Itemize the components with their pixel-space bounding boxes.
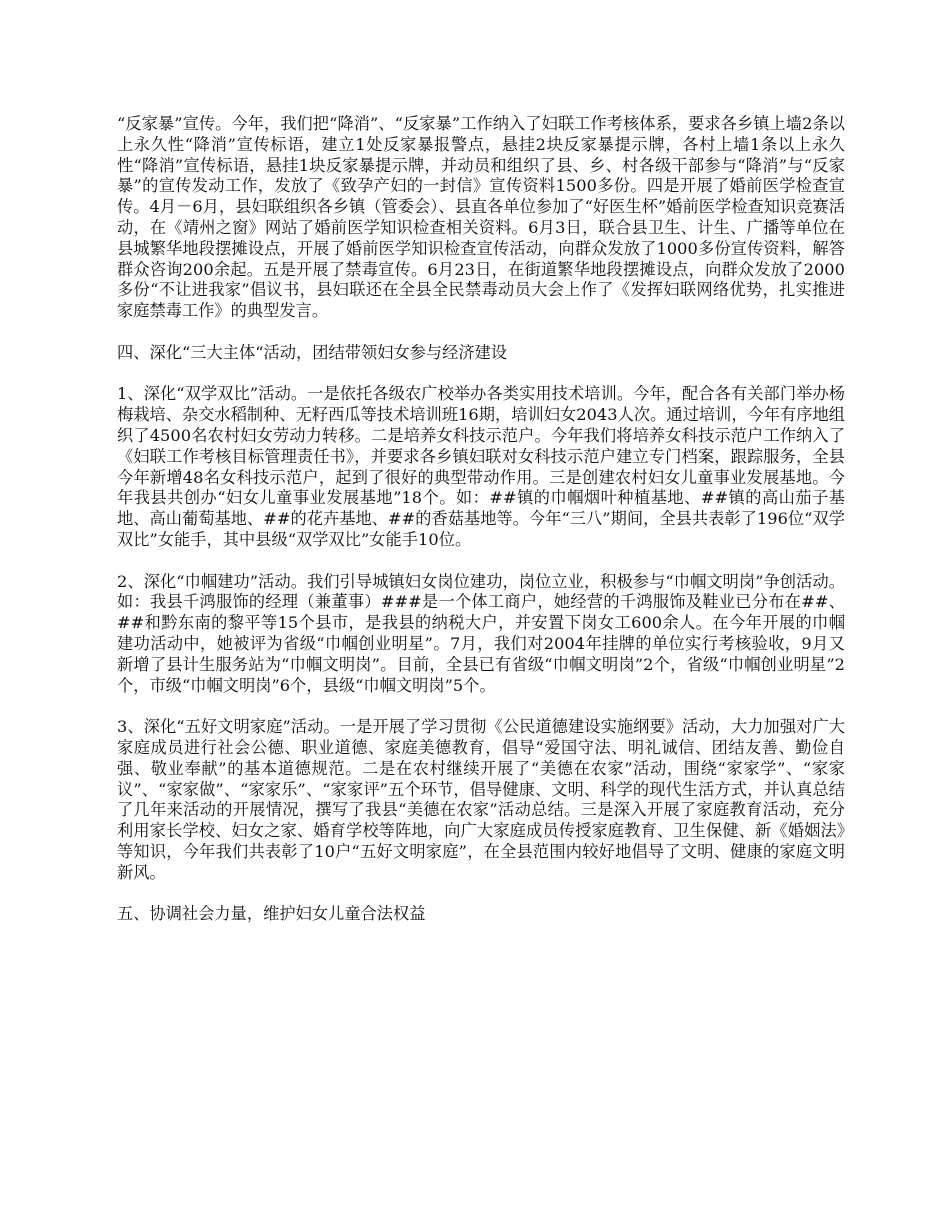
section-heading-four: 四、深化“三大主体“活动，团结带领妇女参与经济建设 [117, 342, 508, 362]
section-heading-five: 五、协调社会力量，维护妇女儿童合法权益 [117, 904, 426, 924]
document-body [117, 114, 845, 946]
paragraph-women-achievement: 2、深化“巾帼建功”活动。我们引导城镇妇女岗位建功，岗位立业，积极参与“巾帼文明岗”争创活动。如：我县千鸿服饰的经理（兼董事）###是一个体工商户，她经营的千鸿服饰及鞋业已分布在##、##和黔东南的黎平等15个县市，是我县的纳税大户，并安置下岗女工600余人。在今年开展的巾帼建功活动中，她被评为省级“巾帼创业明星”。7月，我们对2004年挂牌的单位实行考核验收，9月又新增了县计生服务站为“巾帼文明岗”。目前，全县已有省级“巾帼文明岗”2个，省级“巾帼创业明星”2个，市级“巾帼文明岗”6个，县级“巾帼文明岗”5个。 [117, 571, 845, 695]
paragraph-double-learning: 1、深化“双学双比”活动。一是依托各级农广校举办各类实用技术培训。今年，配合各有关部门举办杨梅栽培、杂交水稻制种、无籽西瓜等技术培训班16期，培训妇女2043人次。通过培训，今年有序地组织了4500名农村妇女劳动力转移。二是培养女科技示范户。今年我们将培养女科技示范户工作纳入了《妇联工作考核目标管理责任书》，并要求各乡镇妇联对女科技示范户建立专门档案，跟踪服务，全县今年新增48名女科技示范户，起到了很好的典型带动作用。三是创建农村妇女儿童事业发展基地。今年我县共创办“妇女儿童事业发展基地”18个。如：##镇的巾帼烟叶种植基地、##镇的高山茄子基地、高山葡萄基地、##的花卉基地、##的香菇基地等。今年“三八”期间，全县共表彰了196位“双学双比”女能手，其中县级“双学双比”女能手10位。 [117, 384, 845, 549]
paragraph-civilized-family: 3、深化“五好文明家庭”活动。一是开展了学习贯彻《公民道德建设实施纲要》活动，大力加强对广大家庭成员进行社会公德、职业道德、家庭美德教育，倡导“爱国守法、明礼诚信、团结友善、勤俭自强、敬业奉献”的基本道德规范。二是在农村继续开展了“美德在农家”活动，围绕“家家学”、“家家议”、“家家做”、“家家乐”、“家家评”五个环节，倡导健康、文明、科学的现代生活方式，并认真总结了几年来活动的开展情况，撰写了我县“美德在农家”活动总结。三是深入开展了家庭教育活动，充分利用家长学校、妇女之家、婚育学校等阵地，向广大家庭成员传授家庭教育、卫生保健、新《婚姻法》等知识，今年我们共表彰了10户“五好文明家庭”，在全县范围内较好地倡导了文明、健康的家庭文明新风。 [117, 717, 845, 882]
paragraph-family-violence-publicity: “反家暴”宣传。今年，我们把“降消”、“反家暴”工作纳入了妇联工作考核体系，要求各乡镇上墙2条以上永久性“降消”宣传标语，建立1处反家暴报警点，悬挂2块反家暴提示牌，各村上墙1条以上永久性“降消”宣传标语，悬挂1块反家暴提示牌，并动员和组织了县、乡、村各级干部参与“降消”与“反家暴”的宣传发动工作，发放了《致孕产妇的一封信》宣传资料1500多份。四是开展了婚前医学检查宣传。4月－6月，县妇联组织各乡镇（管委会）、县直各单位参加了“好医生杯”婚前医学检查知识竞赛活动，在《靖州之窗》网站了婚前医学知识检查相关资料。6月3日，联合县卫生、计生、广播等单位在县城繁华地段摆摊设点，开展了婚前医学知识检查宣传活动，向群众发放了1000多份宣传资料，解答群众咨询200余起。五是开展了禁毒宣传。6月23日，在街道繁华地段摆摊设点，向群众发放了2000多份“不让进我家”倡议书，县妇联还在全县全民禁毒动员大会上作了《发挥妇联网络优势，扎实推进家庭禁毒工作》的典型发言。 [117, 114, 845, 321]
